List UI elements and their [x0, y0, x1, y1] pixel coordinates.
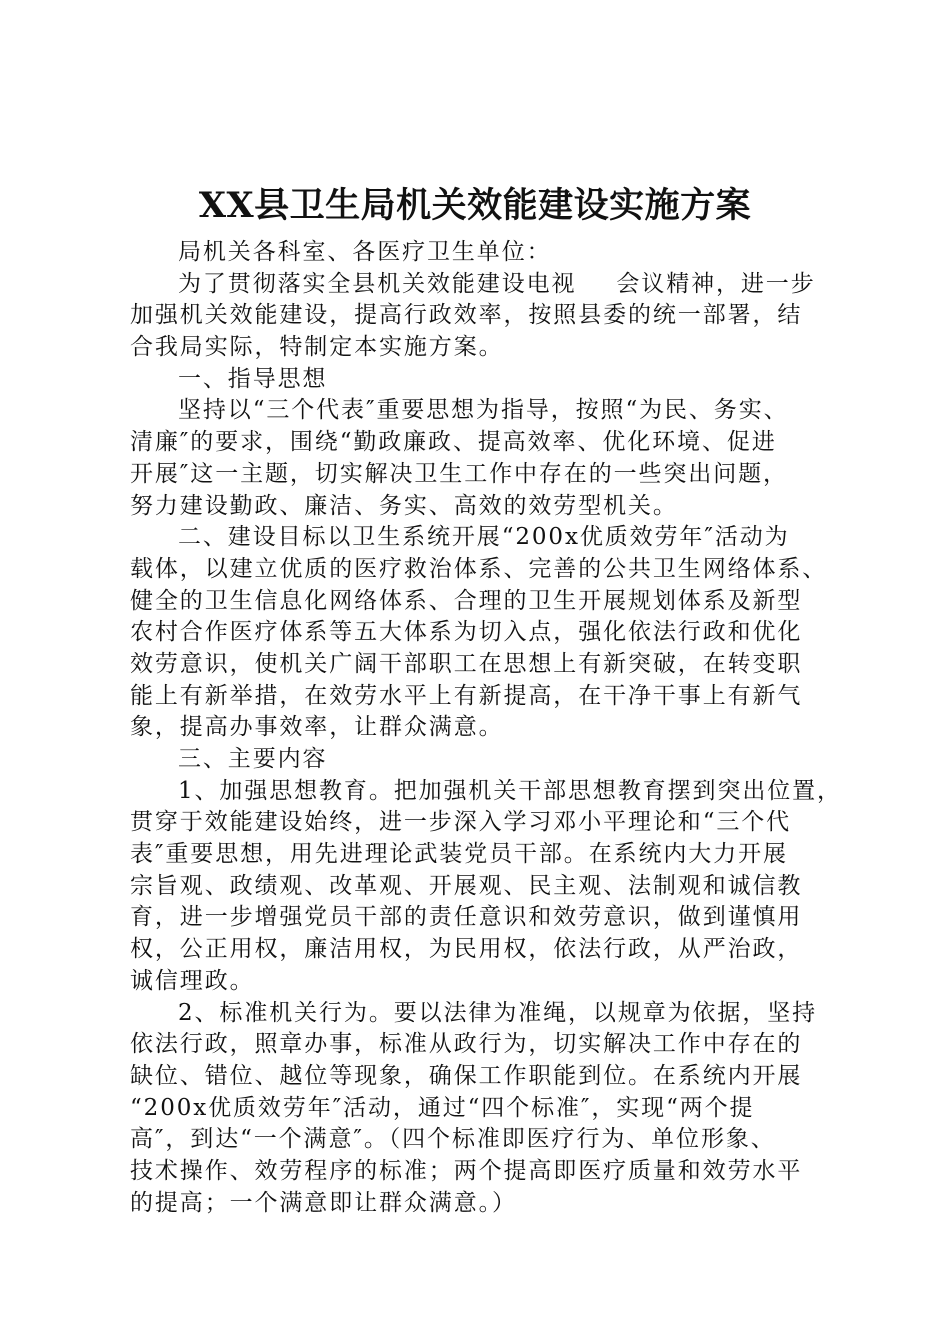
section3-heading: 三、主要内容: [178, 746, 328, 772]
section2-line: 能上有新举措，在效劳水平上有新提高，在干净干事上有新气: [130, 682, 803, 709]
section1-line: 清廉″的要求，围绕“勤政廉政、提高效率、优化环境、促进: [130, 429, 777, 456]
section2-line: 载体，以建立优质的医疗救治体系、完善的公共卫生网络体系、: [130, 555, 828, 582]
section3-item2-line: 缺位、错位、越位等现象，确保工作职能到位。在系统内开展: [130, 1062, 803, 1089]
section3-item1-line: 宗旨观、政绩观、改革观、开展观、民主观、法制观和诚信教: [130, 872, 803, 899]
section1-heading: 一、指导思想: [178, 365, 328, 392]
section3-item1-line: 表″重要思想，用先进理论武装党员干部。在系统内大力开展: [130, 841, 788, 868]
intro-text-part-1: 为了贯彻落实全县机关效能建设电视: [178, 270, 577, 297]
section2-line: 健全的卫生信息化网络体系、合理的卫生开展规划体系及新型: [130, 587, 803, 614]
section2-line: 二、建设目标以卫生系统开展“200x优质效劳年″活动为: [178, 524, 790, 551]
section3-item2-line: 2、标准机关行为。要以法律为准绳，以规章为依据，坚持: [178, 999, 818, 1026]
intro-line-2: 加强机关效能建设，提高行政效率，按照县委的统一部署，结: [130, 302, 803, 329]
section3-item1-line: 1、加强思想教育。把加强机关干部思想教育摆到突出位置，: [178, 777, 842, 804]
section3-item1-line: 诚信理政。: [130, 967, 255, 994]
section2-line: 象，提高办事效率，让群众满意。: [130, 714, 504, 741]
section3-item1-line: 贯穿于效能建设始终，进一步深入学习邓小平理论和“三个代: [130, 809, 792, 836]
section2-line: 效劳意识，使机关广阔干部职工在思想上有新突破，在转变职: [130, 650, 803, 677]
intro-line-1: [130, 269, 850, 301]
document-title: XX县卫生局机关效能建设实施方案: [198, 185, 752, 226]
salutation: 局机关各科室、各医疗卫生单位：: [178, 239, 552, 265]
section1-line: 坚持以“三个代表″重要思想为指导，按照“为民、务实、: [178, 397, 789, 424]
section3-item2-line: 的提高；一个满意即让群众满意。）: [130, 1189, 517, 1216]
section1-line: 努力建设勤政、廉洁、务实、高效的效劳型机关。: [130, 492, 678, 519]
section1-line: 开展″这一主题，切实解决卫生工作中存在的一些突出问题，: [130, 460, 788, 487]
section3-item2-line: 高″，到达“一个满意″。（四个标准即医疗行为、单位形象、: [130, 1126, 776, 1153]
section3-item2-line: “200x优质效劳年″活动，通过“四个标准″，实现“两个提: [130, 1094, 755, 1121]
intro-text-part-2: 会议精神，进一步: [616, 270, 816, 297]
intro-line-3: 合我局实际，特制定本实施方案。: [130, 334, 504, 361]
section3-item2-line: 依法行政，照章办事，标准从政行为，切实解决工作中存在的: [130, 1031, 803, 1058]
document-body: [130, 237, 850, 1219]
section3-item1-line: 育，进一步增强党员干部的责任意识和效劳意识，做到谨慎用: [130, 904, 803, 931]
section3-item1-line: 权，公正用权，廉洁用权，为民用权，依法行政，从严治政，: [130, 936, 803, 963]
section3-item2-line: 技术操作、效劳程序的标准；两个提高即医疗质量和效劳水平: [130, 1157, 803, 1184]
section2-line: 农村合作医疗体系等五大体系为切入点，强化依法行政和优化: [130, 619, 803, 646]
